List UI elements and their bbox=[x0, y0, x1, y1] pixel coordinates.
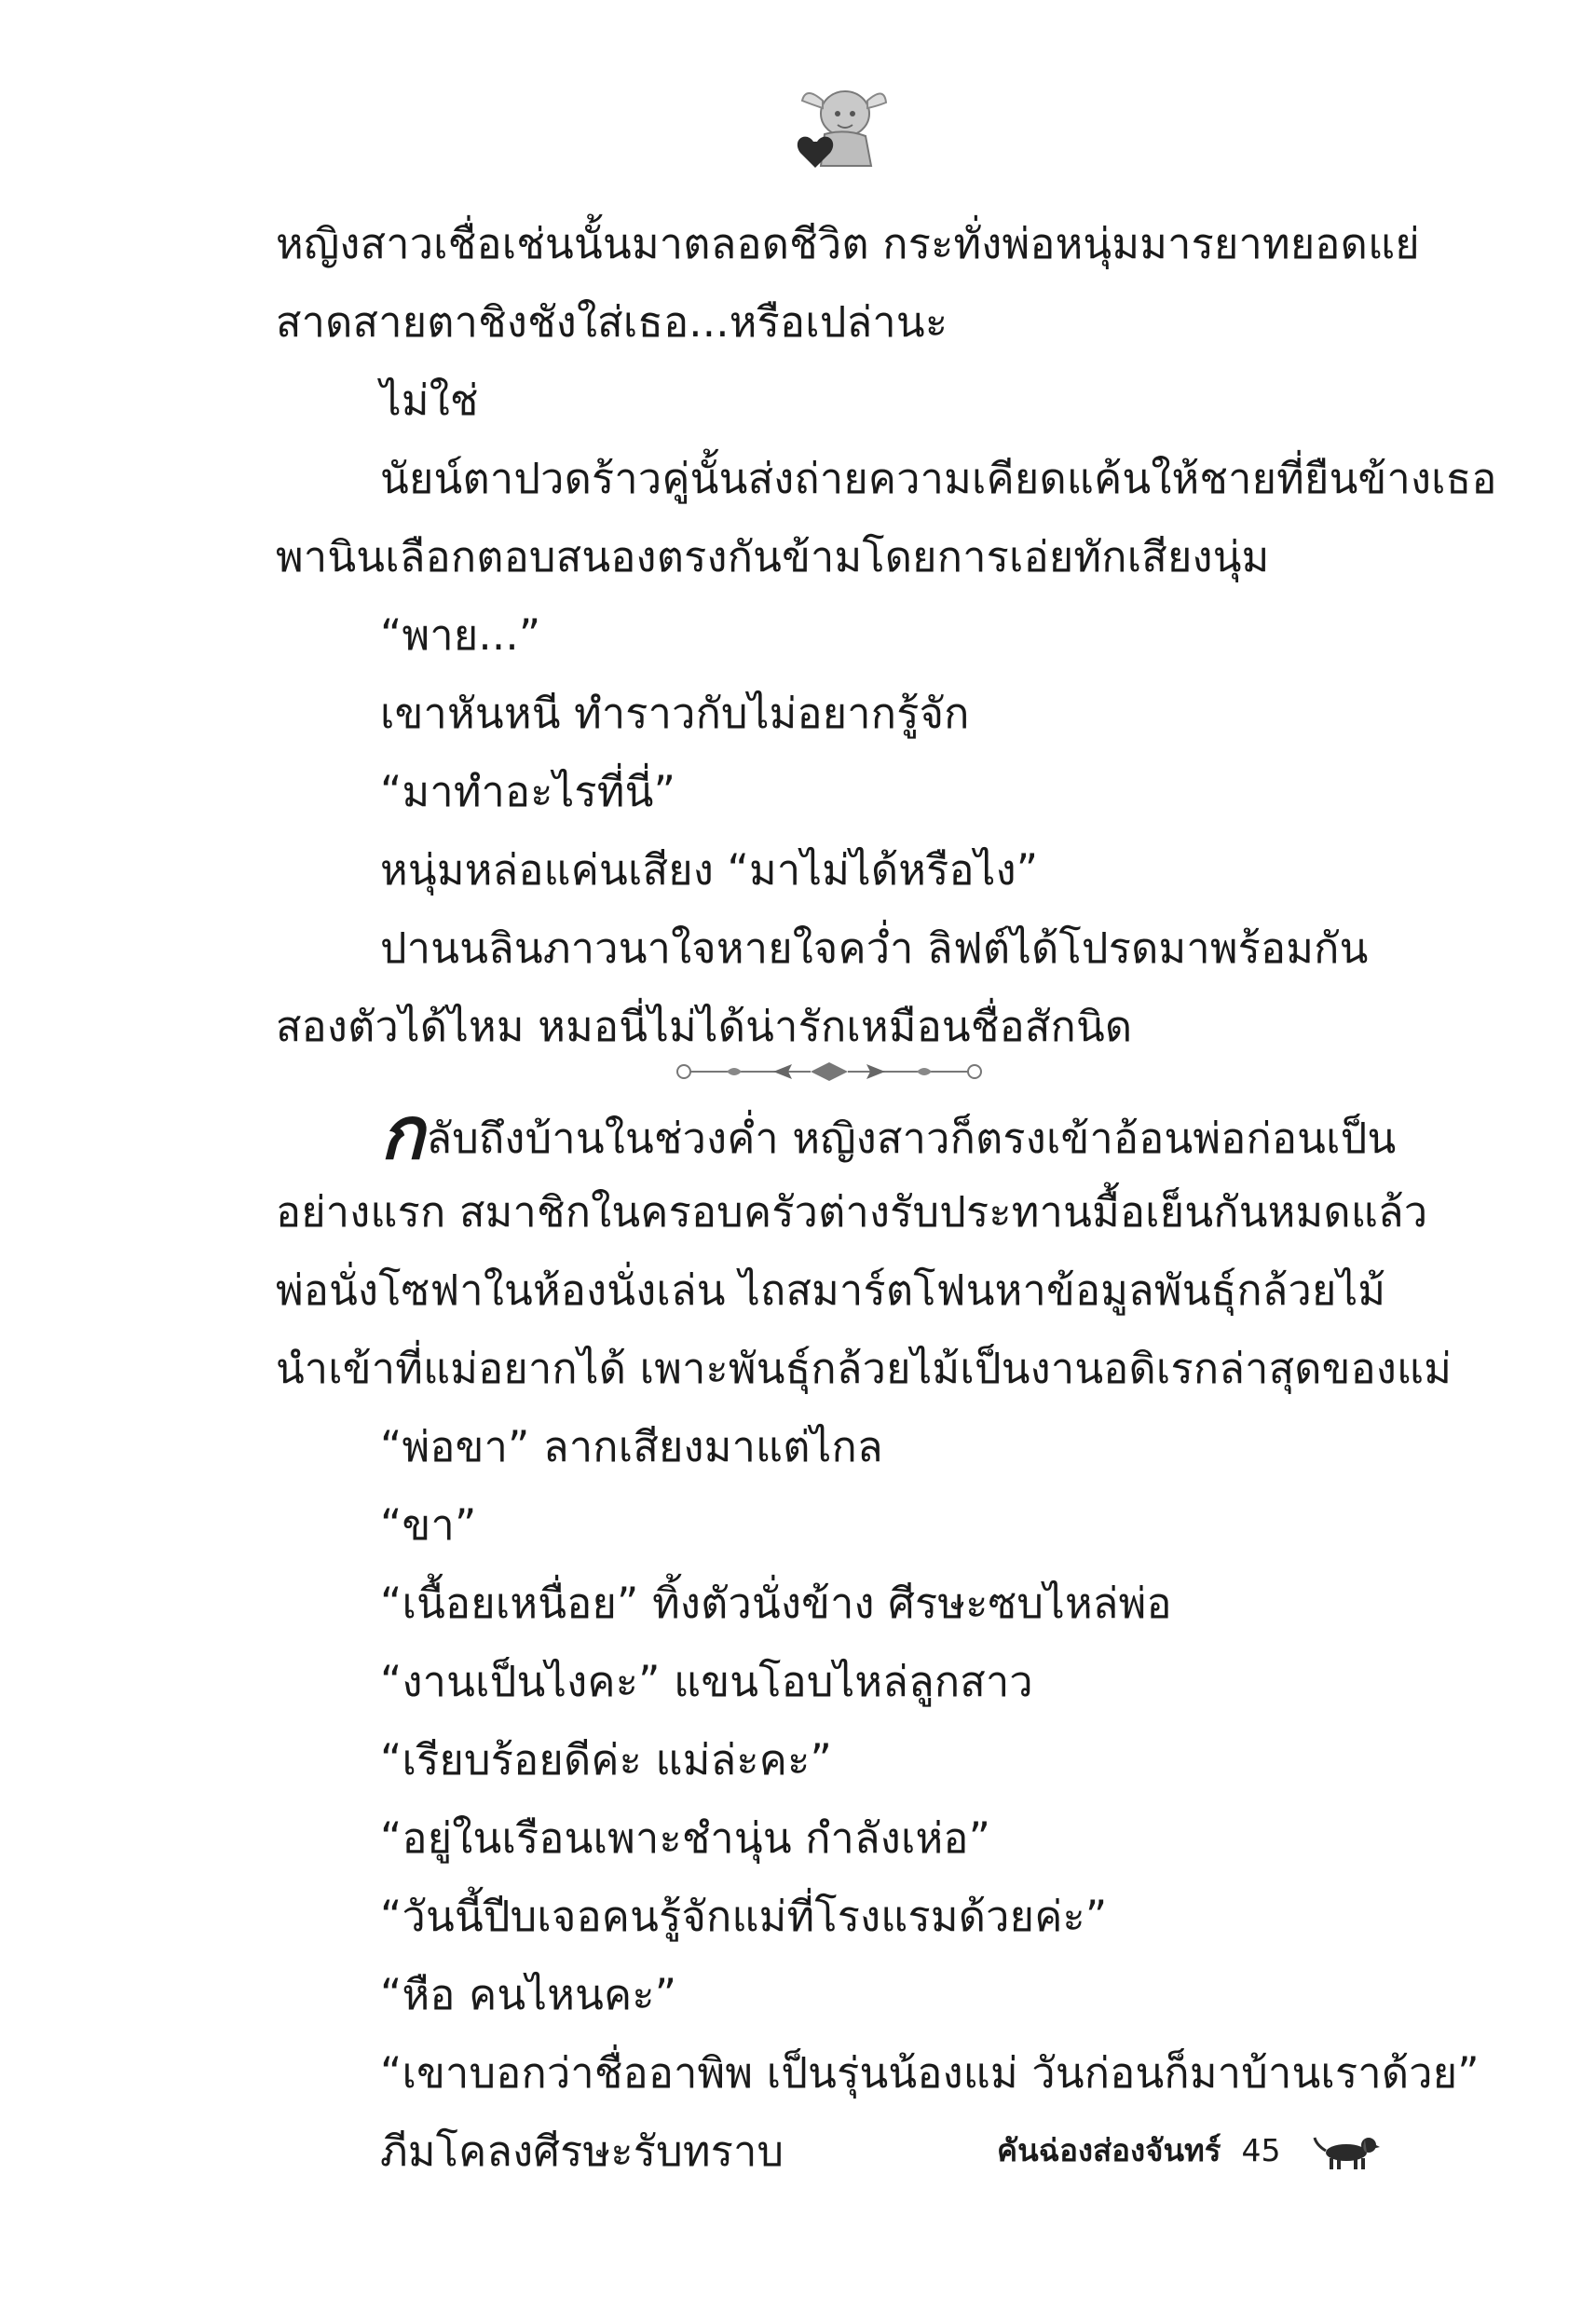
first-line bbox=[276, 1092, 1422, 1176]
page-number: 45 bbox=[1241, 2131, 1281, 2168]
text-line: หนุ่มหล่อแค่นเสียง “มาไม่ได้หรือไง” bbox=[380, 845, 1039, 895]
page-footer bbox=[997, 2117, 1382, 2182]
text-line: “เนื้อยเหนื่อย” ทิ้งตัวนั่งข้าง ศีรษะซบไหล่พ่อ bbox=[380, 1579, 1172, 1628]
book-title: คันฉ่องส่องจันทร์ bbox=[997, 2131, 1221, 2168]
text-line: ลับถึงบ้านในช่วงค่ำ หญิงสาวก็ตรงเข้าอ้อนพ่อก่อนเป็น bbox=[426, 1114, 1397, 1163]
text-line: “เรียบร้อยดีค่ะ แม่ล่ะคะ” bbox=[380, 1735, 832, 1785]
text-line: “วันนี้ปีบเจอคนรู้จักแม่ที่โรงแรมด้วยค่ะ” bbox=[380, 1892, 1108, 1941]
text-line: “ขา” bbox=[380, 1500, 477, 1550]
text-line: ปานนลินภาวนาใจหายใจคว่ำ ลิฟต์ได้โปรดมาพร้อมกัน bbox=[380, 923, 1369, 973]
text-line: นัยน์ตาปวดร้าวคู่นั้นส่งถ่ายความเคียดแค้นให้ชายที่ยืนข้างเธอ bbox=[380, 454, 1497, 503]
text-line: เขาหันหนี ทำราวกับไม่อยากรู้จัก bbox=[380, 689, 970, 738]
ornamental-divider-icon bbox=[671, 1053, 988, 1090]
text-line: ภีมโคลงศีรษะรับทราบ bbox=[380, 2126, 784, 2176]
paragraph-block-2 bbox=[276, 1092, 1480, 2191]
text-line: “เขาบอกว่าชื่ออาพิพ เป็นรุ่นน้องแม่ วันก่อนก็มาบ้านเราด้วย” bbox=[380, 2048, 1480, 2098]
text-line: “มาทำอะไรที่นี่” bbox=[380, 767, 676, 816]
text-line: “พาย...” bbox=[380, 610, 541, 660]
text-line: “อยู่ในเรือนเพาะชำนุ่น กำลังเห่อ” bbox=[380, 1813, 991, 1863]
text-line: หญิงสาวเชื่อเช่นนั้นมาตลอดชีวิต กระทั่งพ่อหนุ่มมารยาทยอดแย่ bbox=[276, 219, 1420, 268]
text-line: “พ่อขา” ลากเสียงมาแต่ไกล bbox=[380, 1422, 883, 1471]
text-line: อย่างแรก สมาชิกในครอบครัวต่างรับประทานมื้อเย็นกันหมดแล้ว bbox=[276, 1187, 1428, 1237]
cherub-holding-heart-icon bbox=[787, 73, 899, 177]
text-line: “หือ คนไหนคะ” bbox=[380, 1970, 677, 2019]
dachshund-icon bbox=[1313, 2126, 1382, 2173]
text-line: นำเข้าที่แม่อยากได้ เพาะพันธุ์กล้วยไม้เป็นงานอดิเรกล่าสุดของแม่ bbox=[276, 1344, 1453, 1393]
text-line: สองตัวได้ไหม หมอนี่ไม่ได้น่ารักเหมือนชื่อสักนิด bbox=[276, 1002, 1133, 1051]
text-line: “งานเป็นไงคะ” แขนโอบไหล่ลูกสาว bbox=[380, 1657, 1033, 1706]
text-line: พ่อนั่งโซฟาในห้องนั่งเล่น ไถสมาร์ตโฟนหาข้อมูลพันธุ์กล้วยไม้ bbox=[276, 1265, 1386, 1315]
text-line: พานินเลือกตอบสนองตรงกันข้ามโดยการเอ่ยทักเสียงนุ่ม bbox=[276, 532, 1270, 581]
paragraph-block-1 bbox=[276, 205, 1497, 1066]
text-line: ไม่ใช่ bbox=[380, 376, 479, 425]
text-line: สาดสายตาชิงชังใส่เธอ...หรือเปล่านะ bbox=[276, 297, 948, 347]
drop-cap: ก bbox=[380, 1092, 425, 1176]
